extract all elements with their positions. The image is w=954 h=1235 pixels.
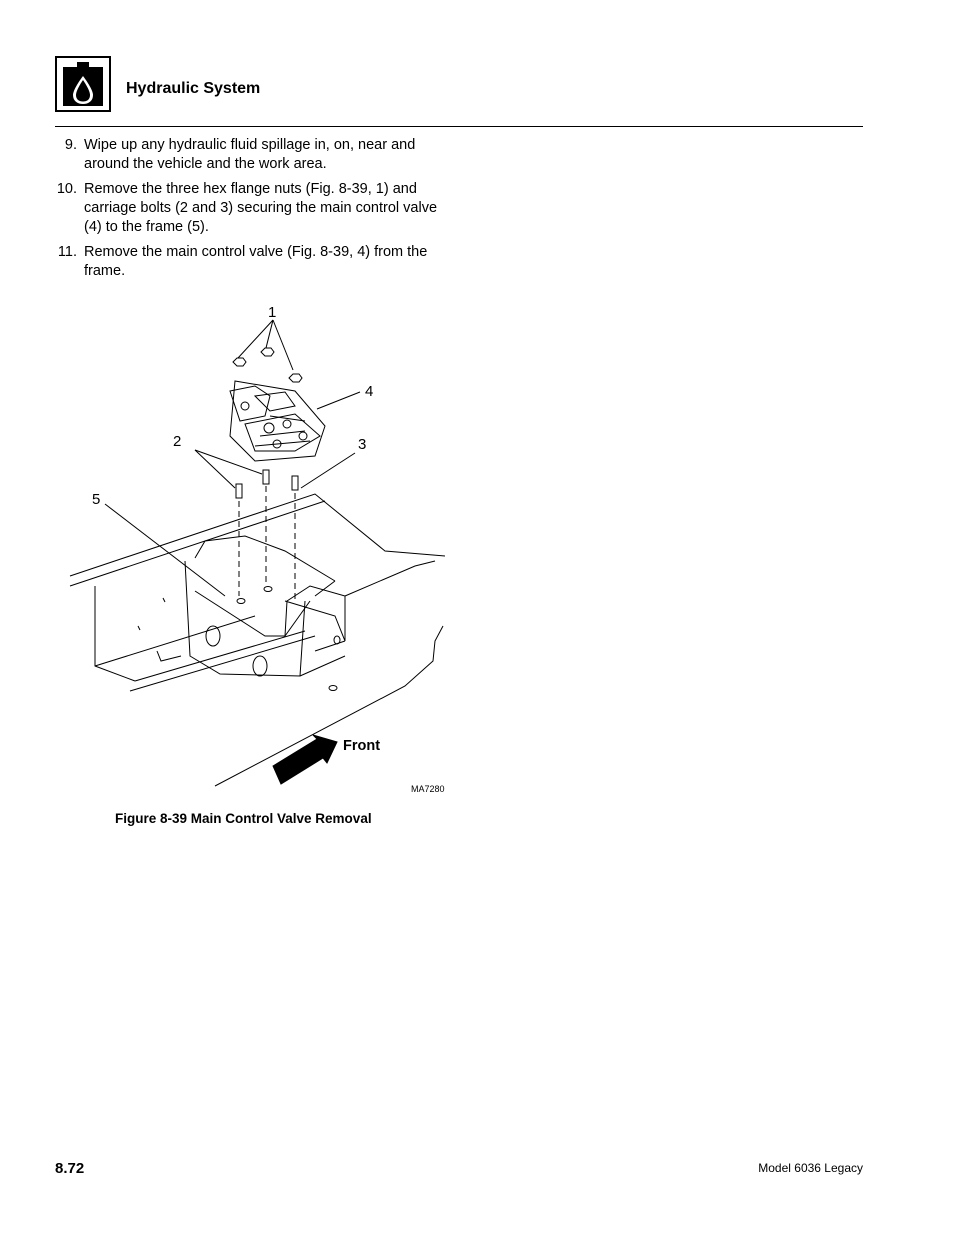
- step-text: Wipe up any hydraulic fluid spillage in, on, near and around the vehicle and the work area.: [84, 137, 416, 172]
- main-control-valve-drawing: [230, 381, 325, 461]
- callout-2: 2: [173, 433, 182, 450]
- hydraulic-system-icon: [55, 56, 111, 112]
- step-item: [55, 136, 455, 174]
- drawing-id: MA7280: [411, 784, 445, 794]
- section-title: Hydraulic System: [126, 80, 261, 97]
- carriage-bolts: [236, 470, 298, 498]
- step-number: 9.: [64, 137, 77, 153]
- front-arrow-icon: [273, 735, 337, 784]
- callout-5: 5: [92, 491, 101, 508]
- frame-drawing: [70, 494, 445, 786]
- front-label: Front: [343, 738, 381, 754]
- hex-flange-nuts: [233, 348, 302, 382]
- model-name: Model 6036 Legacy: [758, 1161, 863, 1175]
- leader-lines: [105, 320, 360, 596]
- step-item: [55, 180, 455, 237]
- callout-1: 1: [268, 304, 277, 321]
- page-number: 8.72: [55, 1160, 85, 1177]
- step-number: 10.: [56, 181, 77, 197]
- step-item: [55, 243, 455, 281]
- procedure-steps: [55, 136, 455, 287]
- figure-caption: Figure 8-39 Main Control Valve Removal: [115, 811, 372, 826]
- header-divider: [55, 126, 863, 127]
- callout-4: 4: [365, 383, 374, 400]
- step-text: Remove the main control valve (Fig. 8-39, 4) from the frame.: [84, 244, 428, 279]
- step-text: Remove the three hex flange nuts (Fig. 8-39, 1) and carriage bolts (2 and 3) securing the main control valve (4) to the frame (5).: [84, 181, 438, 235]
- callout-3: 3: [358, 436, 367, 453]
- step-number: 11.: [57, 244, 77, 260]
- figure-main-control-valve: [55, 296, 455, 806]
